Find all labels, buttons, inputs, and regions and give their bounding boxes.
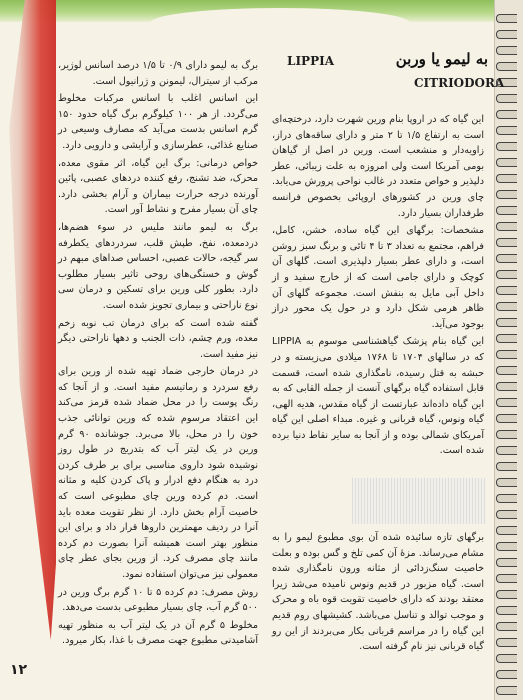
paragraph: این گیاه بنام پزشک گیاهشناسی موسوم به LIPPIA که در سالهای ۱۷۰۴ تا ۱۷۶۸ میلادی می‌زیسته و در حبشه به قتل رسیده، نامگذاری شده است، قسمت قابل استفاده گیاه برگهای آنست از جمله القابی که به این گیاه داده‌اند عبارتست از گیاه مقدس، هدیه الهی، گیاه ونوس، گیاه قربانی و غیره. مبداء اصلی این گیاه آمریکای شمالی بوده و از آنجا به سایر نقاط دنیا برده شده است. <box>272 336 484 457</box>
page-number: ۱۲ <box>10 662 28 678</box>
top-decoration <box>0 0 523 22</box>
paragraph: خواص درمانی: برگ این گیاه، اثر مقوی معده، محرک، ضد تشنج، رفع کننده دردهای عصبی، پائین آورنده درجه حرارت بیماران و آرام بخشی دارد. چای آن بسیار مفرح و نشاط آور است. <box>58 157 258 216</box>
right-column <box>272 112 484 461</box>
paragraph: برگ به لیمو مانند ملیس در سوء هضم‌ها، دردمعده، نفخ، طپش قلب، سردردهای یکطرفه سر گیجه، حالات عصبی، احساس صداهای مبهم در گوش و خستگی‌های روحی تاثیر بسیار مطلوب دارد. بطور کلی ورین برای تسکین و درمان سی نوع ناراحتی و بیماری تجویز شده است. <box>58 221 258 311</box>
page-title: به لیمو یا وربن <box>395 50 488 68</box>
paragraph: برگ به لیمو دارای ۰/۹ تا ۱/۵ درصد اسانس لوژیر، مرکب از سیترال، لیمونن و ژرانیول است. <box>58 60 258 87</box>
right-column-bottom <box>272 530 484 657</box>
paragraph: این اسانس اغلب با اسانس مرکبات مخلوط می‌گردد. از هر ۱۰۰ کیلوگرم برگ گیاه حدود ۱۵۰ گرم اسانس بدست می‌آید که مصارف وسیعی در صنایع غذائی، عطرسازی و آرایشی و دارویی دارد. <box>58 93 258 151</box>
image-fragment <box>352 478 486 524</box>
paragraph: روش مصرف: دم کرده ۵ تا ۱۰ گرم برگ ورین در ۵۰۰ گرم آب، چای بسیار مطبوعی بدست می‌دهد. <box>58 586 258 614</box>
paragraph: مخلوط ۵ گرم آن در یک لیتر آب به منظور تهیه آشامیدنی مطبوع جهت مصرف با غذا، بکار میرود. <box>58 619 259 647</box>
latin-species: CITRIODORA <box>414 76 505 90</box>
paragraph: در درمان خارجی ضماد تهیه شده از ورین برای رفع سردرد و رماتیسم مفید است. و از آنجا که رنگ پوست را در محل ضماد شده قرمز می‌کند این اعتقاد مرسوم شده که ورین توانائی جذب خون را در محل، بالا می‌برد. جوشانده ۹۰ گرم ورین در یک لیتر آب که بتدریج در طول روز نوشیده شود داروی مناسبی برای بر طرف کردن درد به هنگام دفع ادرار و پاک کردن کلیه و مثانه است. دم کرده ورین چای مطبوعی است که خاصیت آرام بخش دارد. از نظر تقویت معده باید آنرا در ردیف مهمترین داروها قرار داد و برای این منظور بهتر است همیشه آنرا بصورت دم کرده مانند چای مصرف کرد. از ورین بجای عطر چای معمولی نیز می‌توان استفاده نمود. <box>58 366 258 580</box>
left-column <box>58 58 258 651</box>
paragraph: مشخصات: برگهای این گیاه ساده، خشن، کامل، فراهم، مجتمع به تعداد ۳ تا ۴ تائی و برنگ سبز روشن است، و دارای عطر بسیار دلپذیری است. گلهای آن کوچک و دارای جامی است که از خارج سفید و از داخل آبی مایل به بنفش است. مجموعه گلهای آن ظاهر هرمی شکل دارد و در حول یک محور دراز بوجود می‌آید. <box>272 225 484 330</box>
paragraph: برگهای تازه سائیده شده آن بوی مطبوع لیمو را به مشام می‌رساند. مزهٔ آن کمی تلخ و گس بوده و بعلت خاصیت سنگ‌زدائی از مثانه ورون نامگذاری شده است. گیاه مزبور در قدیم ونوس نامیده می‌شد زیرا معتقد بودند که دارای خاصیت تقویت قوه باه و محرک و موجب توالد و تناسل می‌باشد. کشیشهای روم قدیم این گیاه را در مراسم قربانی بکار می‌بردند از این رو گیاه قربانی نیز نام گرفته است. <box>272 532 484 653</box>
side-decoration <box>4 0 56 640</box>
spiral-binding <box>494 0 523 700</box>
latin-genus: LIPPIA <box>287 54 335 68</box>
paragraph: گفته شده است که برای درمان تب نوبه زخم معده، ورم چشم، ذات الجنب و دهها ناراحتی دیگر نیز مفید است. <box>58 317 258 360</box>
paragraph: این گیاه که در اروپا بنام ورین شهرت دارد، درختچه‌ای است به ارتفاع ۱/۵ تا ۲ متر و دارای ساقه‌های دراز، زاویه‌دار و منشعب است. ورین در اصل از گیاهان بومی آمریکا است ولی امروزه به علت زیبائی، عطر دلپذیر و خواص متعدد در غالب نواحی پرورش می‌یابد. چای ورین در کشورهای اروپائی بخصوص فرانسه طرفداران بسیار دارد. <box>272 114 484 219</box>
